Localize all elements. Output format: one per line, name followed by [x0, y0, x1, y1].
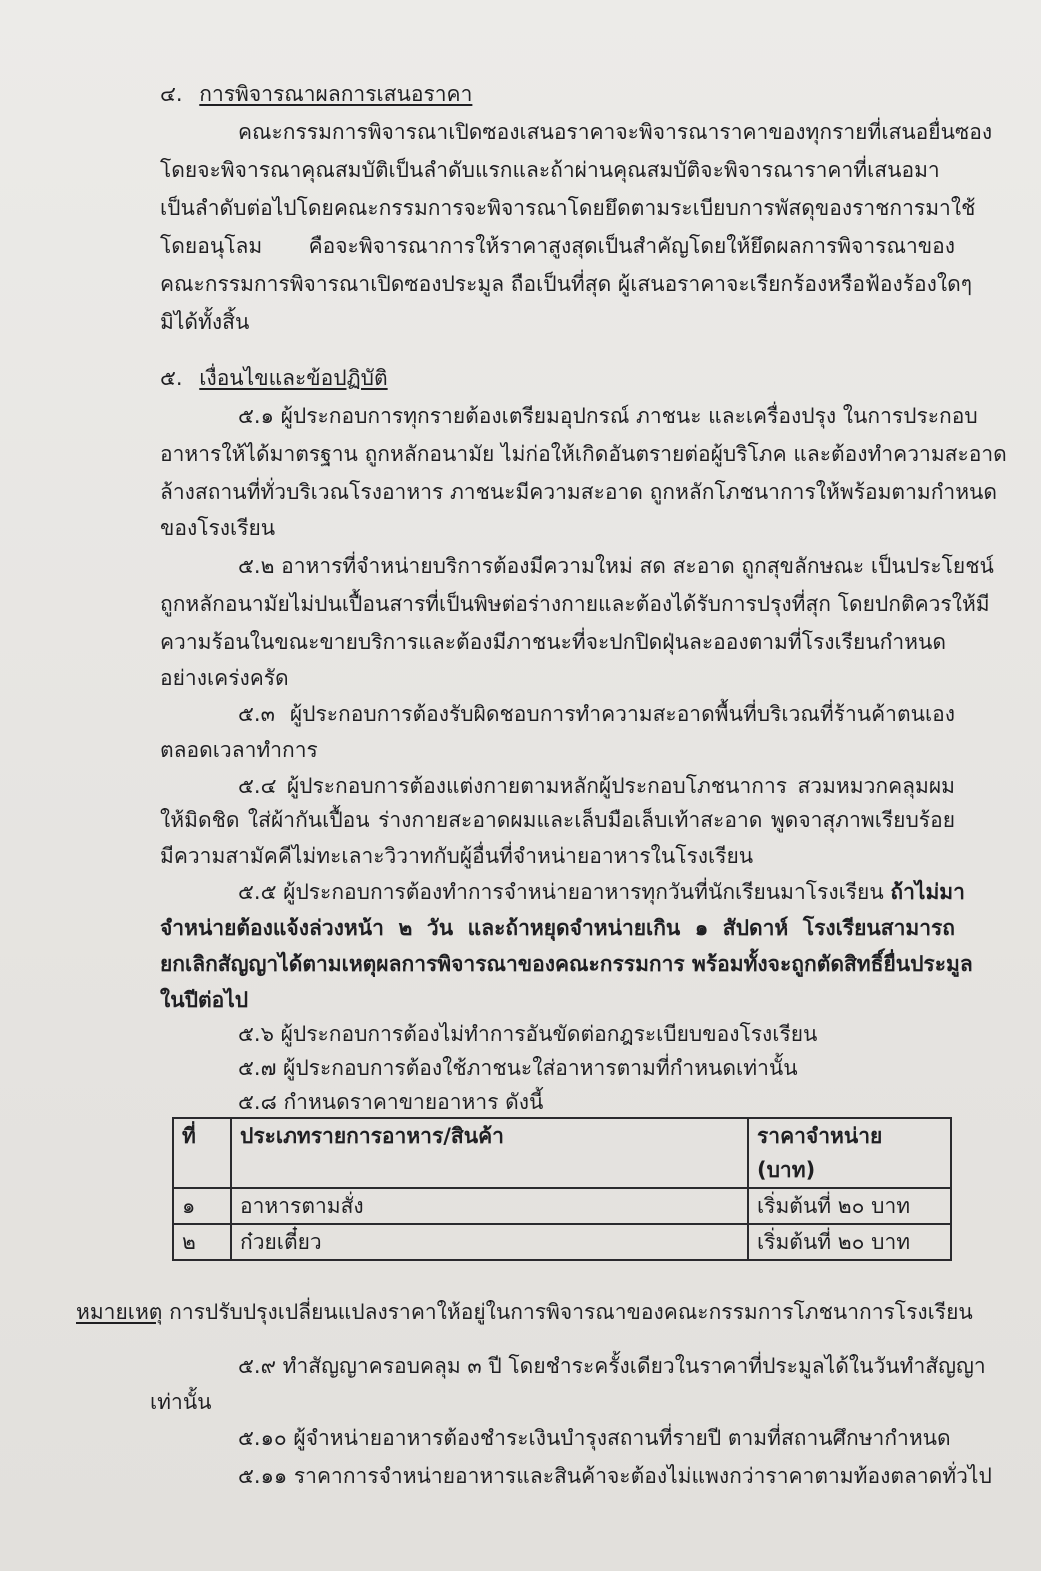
- clause-5-7: ๕.๗ ผู้ประกอบการต้องใช้ภาชนะใส่อาหารตามที่กำหนดเท่านั้น: [238, 1056, 798, 1080]
- clause-5-3-line: ๕.๓ ผู้ประกอบการต้องรับผิดชอบการทำความสะอาดพื้นที่บริเวณที่ร้านค้าตนเอง: [238, 702, 955, 726]
- section-5-number: ๕.: [160, 366, 183, 390]
- section-4-line: มิได้ทั้งสิ้น: [160, 310, 250, 334]
- clause-5-1-line: อาหารให้ได้มาตรฐาน ถูกหลักอนามัย ไม่ก่อให้เกิดอันตรายต่อผู้บริโภค และต้องทำความสะอาด: [160, 442, 1007, 466]
- clause-5-2-line: ถูกหลักอนามัยไม่ปนเปื้อนสารที่เป็นพิษต่อร่างกายและต้องได้รับการปรุงที่สุก โดยปกติควรให้มี: [160, 592, 990, 616]
- clause-5-2-line: ความร้อนในขณะขายบริการและต้องมีภาชนะที่จะปกปิดฝุ่นละอองตามที่โรงเรียนกำหนด: [160, 630, 946, 654]
- section-4-number: ๔.: [160, 82, 183, 106]
- section-4-line: โดยจะพิจารณาคุณสมบัติเป็นลำดับแรกและถ้าผ่านคุณสมบัติจะพิจารณาราคาที่เสนอมา: [160, 158, 940, 182]
- section-4-heading: [160, 80, 472, 108]
- clause-5-9-line: เท่านั้น: [150, 1390, 212, 1414]
- note-label: หมายเหตุ: [76, 1300, 163, 1324]
- clause-5-5-bold-line: จำหน่ายต้องแจ้งล่วงหน้า ๒ วัน และถ้าหยุดจำหน่ายเกิน ๑ สัปดาห์ โรงเรียนสามารถ: [160, 916, 955, 940]
- table-row: [173, 1224, 951, 1260]
- section-4-title: การพิจารณาผลการเสนอราคา: [199, 82, 473, 106]
- clause-5-2-line: ๕.๒ อาหารที่จำหน่ายบริการต้องมีความใหม่ สด สะอาด ถูกสุขลักษณะ เป็นประโยชน์: [238, 554, 994, 578]
- clause-5-5-bold-line: ยกเลิกสัญญาได้ตามเหตุผลการพิจารณาของคณะกรรมการ พร้อมทั้งจะถูกตัดสิทธิ์ยื่นประมูล: [160, 952, 973, 976]
- note-text: การปรับปรุงเปลี่ยนแปลงราคาให้อยู่ในการพิจารณาของคณะกรรมการโภชนาการโรงเรียน: [162, 1300, 973, 1324]
- row-no: ๒: [173, 1224, 231, 1260]
- clause-5-5-text: ๕.๕ ผู้ประกอบการต้องทำการจำหน่ายอาหารทุกวันที่นักเรียนมาโรงเรียน: [238, 880, 891, 904]
- clause-5-5-line: [238, 878, 965, 906]
- clause-5-2-line: อย่างเคร่งครัด: [160, 666, 289, 690]
- clause-5-1-line: ๕.๑ ผู้ประกอบการทุกรายต้องเตรียมอุปกรณ์ ภาชนะ และเครื่องปรุง ในการประกอบ: [238, 404, 978, 428]
- clause-5-4-line: มีความสามัคคีไม่ทะเลาะวิวาทกับผู้อื่นที่จำหน่ายอาหารในโรงเรียน: [160, 844, 754, 868]
- clause-5-10: ๕.๑๐ ผู้จำหน่ายอาหารต้องชำระเงินบำรุงสถานที่รายปี ตามที่สถานศึกษากำหนด: [238, 1426, 951, 1450]
- header-no: ที่: [173, 1118, 231, 1188]
- header-price-unit: (บาท): [757, 1158, 816, 1182]
- row-price: เริ่มต้นที่ ๒๐ บาท: [748, 1188, 951, 1224]
- table-row: [173, 1188, 951, 1224]
- row-no: ๑: [173, 1188, 231, 1224]
- section-5-title: เงื่อนไขและข้อปฏิบัติ: [199, 366, 388, 390]
- clause-5-11: ๕.๑๑ ราคาการจำหน่ายอาหารและสินค้าจะต้องไม่แพงกว่าราคาตามท้องตลาดทั่วไป: [238, 1464, 992, 1488]
- clause-5-5-bold-text: ถ้าไม่มา: [890, 880, 965, 904]
- clause-5-1-line: ของโรงเรียน: [160, 516, 276, 540]
- clause-5-3-line: ตลอดเวลาทำการ: [160, 738, 318, 762]
- section-4-line: โดยอนุโลม คือจะพิจารณาการให้ราคาสูงสุดเป็นสำคัญโดยให้ยึดผลการพิจารณาของ: [160, 234, 955, 258]
- clause-5-5-bold-line: ในปีต่อไป: [160, 988, 249, 1012]
- header-price: [748, 1118, 951, 1188]
- price-table: [172, 1117, 952, 1261]
- row-price: เริ่มต้นที่ ๒๐ บาท: [748, 1224, 951, 1260]
- section-5-heading: [160, 364, 388, 392]
- clause-5-4-line: ให้มิดชิด ใส่ผ้ากันเปื้อน ร่างกายสะอาดผมและเล็บมือเล็บเท้าสะอาด พูดจาสุภาพเรียบร้อย: [160, 808, 955, 832]
- note-line: [76, 1298, 973, 1326]
- section-4-line: เป็นลำดับต่อไปโดยคณะกรรมการจะพิจารณาโดยยึดตามระเบียบการพัสดุของราชการมาใช้: [160, 196, 976, 220]
- section-4-line: คณะกรรมการพิจารณาเปิดซองเสนอราคาจะพิจารณาราคาของทุกรายที่เสนอยื่นซอง: [238, 120, 993, 144]
- clause-5-1-line: ล้างสถานที่ทั่วบริเวณโรงอาหาร ภาชนะมีความสะอาด ถูกหลักโภชนาการให้พร้อมตามกำหนด: [160, 480, 998, 504]
- price-table-header-row: [173, 1118, 951, 1188]
- clause-5-4-line: ๕.๔ ผู้ประกอบการต้องแต่งกายตามหลักผู้ประกอบโภชนาการ สวมหมวกคลุมผม: [238, 774, 955, 798]
- row-item: ก๋วยเตี๋ยว: [231, 1224, 748, 1260]
- header-item: ประเภทรายการอาหาร/สินค้า: [231, 1118, 748, 1188]
- clause-5-9-line: ๕.๙ ทำสัญญาครอบคลุม ๓ ปี โดยชำระครั้งเดียวในราคาที่ประมูลได้ในวันทำสัญญา: [238, 1354, 986, 1378]
- header-price-label: ราคาจำหน่าย: [757, 1124, 883, 1148]
- section-4-line: คณะกรรมการพิจารณาเปิดซองประมูล ถือเป็นที่สุด ผู้เสนอราคาจะเรียกร้องหรือฟ้องร้องใดๆ: [160, 272, 973, 296]
- clause-5-8: ๕.๘ กำหนดราคาขายอาหาร ดังนี้: [238, 1090, 544, 1114]
- clause-5-6: ๕.๖ ผู้ประกอบการต้องไม่ทำการอันขัดต่อกฎระเบียบของโรงเรียน: [238, 1022, 818, 1046]
- row-item: อาหารตามสั่ง: [231, 1188, 748, 1224]
